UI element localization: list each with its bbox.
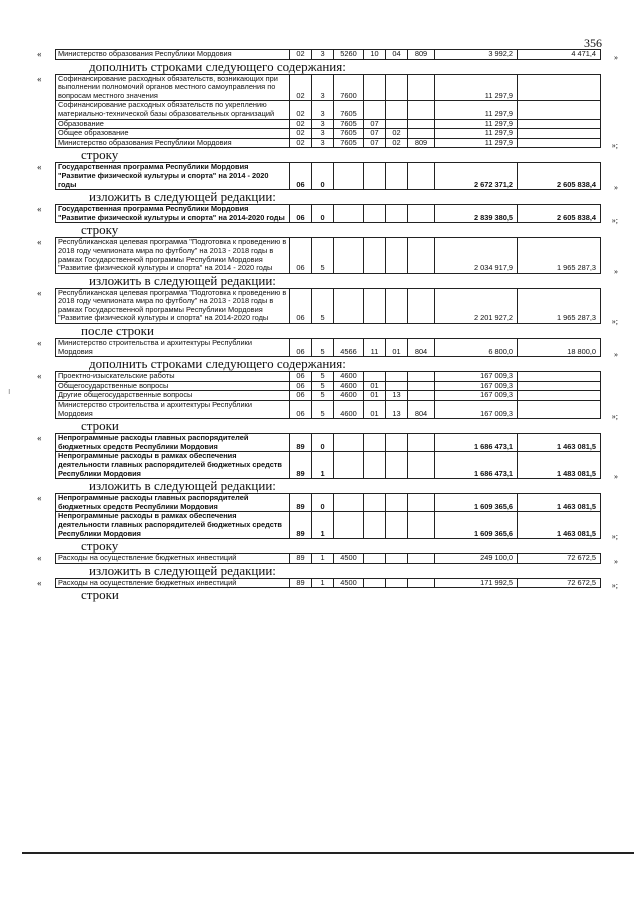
budget-table <box>55 553 601 564</box>
cell-section <box>364 554 386 564</box>
cell-dept <box>408 372 435 382</box>
cell-section: 01 <box>364 391 386 401</box>
cell-subsection: 02 <box>386 138 408 148</box>
cell-amount-2: 2 605 838,4 <box>518 163 601 190</box>
cell-dept <box>408 238 435 273</box>
cell-amount-1: 2 034 917,9 <box>435 238 518 273</box>
cell-code-b: 0 <box>312 205 334 223</box>
cell-code-a: 89 <box>290 434 312 452</box>
table-row <box>56 50 601 60</box>
budget-table <box>55 493 601 539</box>
cell-code-a: 06 <box>290 288 312 323</box>
cell-dept <box>408 554 435 564</box>
row-description: Министерство образования Республики Мордовия <box>56 138 290 148</box>
cell-dept <box>408 163 435 190</box>
cell-code-b: 3 <box>312 101 334 119</box>
cell-section <box>364 578 386 588</box>
cell-amount-1: 3 992,2 <box>435 50 518 60</box>
cell-section <box>364 74 386 101</box>
cell-code-a: 06 <box>290 339 312 357</box>
cell-code-a: 02 <box>290 101 312 119</box>
table-row <box>56 554 601 564</box>
open-quote: « <box>37 433 42 444</box>
cell-amount-2: 1 483 081,5 <box>518 452 601 479</box>
table-block-6 <box>37 287 618 327</box>
cell-code-c <box>334 452 364 479</box>
cell-amount-1: 2 201 927,2 <box>435 288 518 323</box>
row-description: Проектно-изыскательские работы <box>56 372 290 382</box>
cell-subsection <box>386 238 408 273</box>
cell-code-a: 06 <box>290 391 312 401</box>
cell-code-c <box>334 288 364 323</box>
cell-amount-2: 2 605 838,4 <box>518 205 601 223</box>
instruction-text: после строки <box>81 323 154 339</box>
cell-amount-1: 167 009,3 <box>435 372 518 382</box>
cell-dept <box>408 578 435 588</box>
cell-amount-1: 6 800,0 <box>435 339 518 357</box>
cell-section: 01 <box>364 381 386 391</box>
instruction-text: изложить в следующей редакции: <box>89 562 276 578</box>
cell-amount-2 <box>518 119 601 129</box>
row-description: Государственная программа Республики Мордовия "Развитие физической культуры и спорта" на 2014 - 2020 годы <box>56 163 290 190</box>
cell-section <box>364 452 386 479</box>
budget-table <box>55 49 601 60</box>
cell-amount-2: 1 965 287,3 <box>518 288 601 323</box>
cell-code-b: 5 <box>312 391 334 401</box>
cell-code-a: 89 <box>290 578 312 588</box>
cell-code-b: 5 <box>312 381 334 391</box>
cell-dept <box>408 205 435 223</box>
cell-code-a: 06 <box>290 238 312 273</box>
cell-subsection: 01 <box>386 339 408 357</box>
open-quote: « <box>37 204 42 215</box>
budget-table <box>55 162 601 190</box>
row-description: Общее образование <box>56 129 290 139</box>
cell-amount-1: 11 297,9 <box>435 74 518 101</box>
cell-subsection: 13 <box>386 401 408 419</box>
budget-table <box>55 578 601 589</box>
cell-dept <box>408 452 435 479</box>
row-description: Образование <box>56 119 290 129</box>
table-row <box>56 512 601 539</box>
cell-amount-2: 1 463 081,5 <box>518 434 601 452</box>
cell-code-b: 3 <box>312 138 334 148</box>
close-quote: »; <box>611 216 618 226</box>
open-quote: « <box>37 287 42 298</box>
table-row <box>56 578 601 588</box>
table-block-7 <box>37 338 618 360</box>
budget-table <box>55 433 601 479</box>
cell-dept <box>408 119 435 129</box>
cell-amount-2 <box>518 138 601 148</box>
table-row <box>56 74 601 101</box>
open-quote: « <box>37 49 42 59</box>
cell-code-a: 06 <box>290 163 312 190</box>
cell-subsection <box>386 119 408 129</box>
cell-code-a: 02 <box>290 119 312 129</box>
cell-dept <box>408 288 435 323</box>
cell-section <box>364 372 386 382</box>
table-block-1 <box>37 49 618 62</box>
table-row <box>56 494 601 512</box>
table-block-2 <box>37 73 618 151</box>
table-row <box>56 339 601 357</box>
cell-code-c: 4500 <box>334 554 364 564</box>
cell-code-a: 02 <box>290 129 312 139</box>
open-quote: « <box>37 73 42 84</box>
close-quote: » <box>614 183 618 193</box>
cell-amount-2 <box>518 381 601 391</box>
cell-subsection <box>386 452 408 479</box>
cell-amount-1: 2 672 371,2 <box>435 163 518 190</box>
cell-amount-2: 18 800,0 <box>518 339 601 357</box>
table-row <box>56 401 601 419</box>
cell-code-a: 89 <box>290 512 312 539</box>
cell-code-b: 1 <box>312 578 334 588</box>
row-description: Министерство строительства и архитектуры Республики Мордовия <box>56 339 290 357</box>
page-bottom-rule <box>22 852 634 854</box>
table-row <box>56 119 601 129</box>
table-row <box>56 101 601 119</box>
close-quote: »; <box>611 581 618 591</box>
table-row <box>56 129 601 139</box>
close-quote: »; <box>611 141 618 151</box>
table-block-8 <box>37 371 618 422</box>
row-description: Непрограммные расходы главных распорядителей бюджетных средств Республики Мордовия <box>56 434 290 452</box>
table-row <box>56 205 601 223</box>
cell-code-c: 4600 <box>334 372 364 382</box>
row-description: Софинансирование расходных обязательств, возникающих при выполнении полномочий органов местного самоуправления по вопросам местного значения <box>56 74 290 101</box>
cell-amount-2 <box>518 372 601 382</box>
cell-code-c: 4600 <box>334 381 364 391</box>
budget-table <box>55 237 601 273</box>
cell-amount-1: 11 297,9 <box>435 138 518 148</box>
table-row <box>56 434 601 452</box>
close-quote: »; <box>611 412 618 422</box>
cell-code-b: 5 <box>312 238 334 273</box>
cell-code-c <box>334 494 364 512</box>
table-block-11 <box>37 553 618 566</box>
cell-section: 07 <box>364 138 386 148</box>
close-quote: » <box>614 266 618 276</box>
cell-code-c: 5260 <box>334 50 364 60</box>
cell-subsection <box>386 101 408 119</box>
cell-amount-2: 1 463 081,5 <box>518 494 601 512</box>
cell-code-b: 1 <box>312 452 334 479</box>
open-quote: « <box>37 237 42 248</box>
cell-section: 11 <box>364 339 386 357</box>
instruction-text: дополнить строками следующего содержания: <box>89 58 346 74</box>
cell-code-a: 89 <box>290 494 312 512</box>
amendment-document <box>37 49 618 603</box>
cell-code-a: 02 <box>290 138 312 148</box>
cell-code-c <box>334 163 364 190</box>
cell-code-a: 06 <box>290 401 312 419</box>
cell-code-b: 0 <box>312 494 334 512</box>
budget-table <box>55 338 601 357</box>
instruction-text: дополнить строками следующего содержания: <box>89 356 346 372</box>
cell-amount-1: 171 992,5 <box>435 578 518 588</box>
cell-amount-1: 1 609 365,6 <box>435 512 518 539</box>
row-description: Министерство образования Республики Мордовия <box>56 50 290 60</box>
cell-subsection <box>386 578 408 588</box>
row-description: Другие общегосударственные вопросы <box>56 391 290 401</box>
budget-table <box>55 371 601 419</box>
cell-amount-2: 72 672,5 <box>518 578 601 588</box>
table-block-4 <box>37 204 618 226</box>
cell-dept: 804 <box>408 401 435 419</box>
table-row <box>56 372 601 382</box>
cell-dept: 809 <box>408 138 435 148</box>
cell-section: 10 <box>364 50 386 60</box>
cell-section <box>364 494 386 512</box>
cell-subsection: 13 <box>386 391 408 401</box>
cell-amount-2 <box>518 74 601 101</box>
cell-section: 01 <box>364 401 386 419</box>
row-description: Государственная программа Республики Мордовия "Развитие физической культуры и спорта" на 2014-2020 годы <box>56 205 290 223</box>
cell-code-b: 0 <box>312 163 334 190</box>
cell-dept <box>408 129 435 139</box>
row-description: Министерство строительства и архитектуры Республики Мордовия <box>56 401 290 419</box>
cell-code-c: 7600 <box>334 74 364 101</box>
cell-code-c: 4600 <box>334 391 364 401</box>
cell-dept <box>408 381 435 391</box>
budget-table <box>55 288 601 324</box>
open-quote: « <box>37 493 42 504</box>
cell-code-a: 06 <box>290 381 312 391</box>
cell-section <box>364 238 386 273</box>
row-description: Расходы на осуществление бюджетных инвестиций <box>56 578 290 588</box>
page-number: 356 <box>584 36 602 50</box>
open-quote: « <box>37 162 42 173</box>
cell-section <box>364 101 386 119</box>
budget-table <box>55 74 601 149</box>
cell-amount-2: 72 672,5 <box>518 554 601 564</box>
cell-code-c: 4600 <box>334 401 364 419</box>
cell-code-c: 7605 <box>334 129 364 139</box>
cell-subsection <box>386 372 408 382</box>
cell-section <box>364 512 386 539</box>
cell-amount-1: 1 686 473,1 <box>435 434 518 452</box>
close-quote: » <box>614 556 618 566</box>
cell-subsection <box>386 554 408 564</box>
cell-code-b: 5 <box>312 288 334 323</box>
open-quote: « <box>37 338 42 349</box>
instruction-text: строки <box>81 418 119 434</box>
cell-code-c: 7605 <box>334 101 364 119</box>
cell-subsection <box>386 163 408 190</box>
cell-dept <box>408 434 435 452</box>
cell-code-c <box>334 238 364 273</box>
cell-code-a: 89 <box>290 452 312 479</box>
cell-amount-1: 1 686 473,1 <box>435 452 518 479</box>
cell-code-b: 1 <box>312 554 334 564</box>
cell-section <box>364 288 386 323</box>
instruction-text: изложить в следующей редакции: <box>89 478 276 494</box>
cell-code-b: 5 <box>312 372 334 382</box>
cell-amount-1: 167 009,3 <box>435 381 518 391</box>
row-description: Общегосударственные вопросы <box>56 381 290 391</box>
instruction-text: строку <box>81 222 119 238</box>
table-row <box>56 288 601 323</box>
row-description: Расходы на осуществление бюджетных инвестиций <box>56 554 290 564</box>
cell-code-a: 89 <box>290 554 312 564</box>
instruction-text: изложить в следующей редакции: <box>89 189 276 205</box>
cell-subsection: 02 <box>386 129 408 139</box>
table-row <box>56 238 601 273</box>
cell-subsection <box>386 381 408 391</box>
table-row <box>56 452 601 479</box>
cell-amount-1: 2 839 380,5 <box>435 205 518 223</box>
table-block-10 <box>37 493 618 542</box>
cell-subsection <box>386 512 408 539</box>
cell-amount-2: 4 471,4 <box>518 50 601 60</box>
cell-code-c: 4500 <box>334 578 364 588</box>
instruction-text: строку <box>81 538 119 554</box>
instruction-text: строки <box>81 587 119 603</box>
cell-amount-2 <box>518 401 601 419</box>
table-block-12 <box>37 577 618 591</box>
cell-amount-2: 1 463 081,5 <box>518 512 601 539</box>
cell-code-b: 3 <box>312 119 334 129</box>
cell-code-b: 3 <box>312 50 334 60</box>
cell-dept: 804 <box>408 339 435 357</box>
open-quote: « <box>37 371 42 382</box>
cell-subsection <box>386 288 408 323</box>
cell-code-a: 02 <box>290 74 312 101</box>
cell-code-b: 3 <box>312 74 334 101</box>
cell-dept <box>408 494 435 512</box>
cell-section <box>364 163 386 190</box>
cell-amount-1: 249 100,0 <box>435 554 518 564</box>
table-block-3 <box>37 162 618 193</box>
instruction-text: изложить в следующей редакции: <box>89 272 276 288</box>
cell-code-b: 5 <box>312 339 334 357</box>
cell-code-b: 1 <box>312 512 334 539</box>
cell-code-b: 5 <box>312 401 334 419</box>
row-description: Республиканская целевая программа "Подготовка к проведению в 2018 году чемпионата мира по футболу" на 2013 - 2018 годы в рамках Государственной программы Республики Мордовия "Развитие физической культуры и спорта" на 2014-2020 годы <box>56 288 290 323</box>
budget-table <box>55 204 601 223</box>
close-quote: » <box>614 472 618 482</box>
close-quote: » <box>614 52 618 62</box>
row-description: Непрограммные расходы в рамках обеспечения деятельности главных распорядителей бюджетных средств Республики Мордовия <box>56 512 290 539</box>
scan-speck: ı <box>8 386 11 396</box>
open-quote: « <box>37 553 42 564</box>
cell-code-c <box>334 205 364 223</box>
cell-code-b: 3 <box>312 129 334 139</box>
instruction-text: строку <box>81 147 119 163</box>
cell-dept <box>408 512 435 539</box>
cell-code-b: 0 <box>312 434 334 452</box>
cell-dept: 809 <box>408 50 435 60</box>
cell-amount-1: 1 609 365,6 <box>435 494 518 512</box>
cell-dept <box>408 74 435 101</box>
table-row <box>56 381 601 391</box>
cell-code-c: 7605 <box>334 138 364 148</box>
table-row <box>56 163 601 190</box>
cell-subsection <box>386 494 408 512</box>
cell-code-c <box>334 434 364 452</box>
cell-subsection <box>386 74 408 101</box>
cell-section: 07 <box>364 129 386 139</box>
cell-amount-1: 11 297,9 <box>435 101 518 119</box>
cell-section: 07 <box>364 119 386 129</box>
cell-amount-1: 167 009,3 <box>435 401 518 419</box>
cell-amount-1: 167 009,3 <box>435 391 518 401</box>
table-block-5 <box>37 237 618 276</box>
close-quote: » <box>614 350 618 360</box>
cell-code-a: 06 <box>290 205 312 223</box>
cell-subsection: 04 <box>386 50 408 60</box>
cell-section <box>364 434 386 452</box>
cell-amount-2 <box>518 129 601 139</box>
cell-section <box>364 205 386 223</box>
cell-code-c: 7605 <box>334 119 364 129</box>
cell-dept <box>408 391 435 401</box>
open-quote: « <box>37 577 42 588</box>
row-description: Непрограммные расходы главных распорядителей бюджетных средств Республики Мордовия <box>56 494 290 512</box>
cell-amount-2 <box>518 391 601 401</box>
cell-code-c <box>334 512 364 539</box>
cell-subsection <box>386 434 408 452</box>
table-row <box>56 391 601 401</box>
cell-amount-2: 1 965 287,3 <box>518 238 601 273</box>
table-row <box>56 138 601 148</box>
row-description: Непрограммные расходы в рамках обеспечения деятельности главных распорядителей бюджетных средств Республики Мордовия <box>56 452 290 479</box>
row-description: Софинансирование расходных обязательств по укреплению материально-технической базы образовательных организаций <box>56 101 290 119</box>
row-description: Республиканская целевая программа "Подготовка к проведению в 2018 году чемпионата мира по футболу" на 2013 - 2018 годы в рамках Государственной программы Республики Мордовия "Развитие физической культуры и спорта" на 2014 - 2020 годы <box>56 238 290 273</box>
cell-subsection <box>386 205 408 223</box>
cell-amount-1: 11 297,9 <box>435 119 518 129</box>
table-block-9 <box>37 433 618 482</box>
cell-amount-1: 11 297,9 <box>435 129 518 139</box>
cell-code-c: 4566 <box>334 339 364 357</box>
cell-code-a: 02 <box>290 50 312 60</box>
close-quote: »; <box>611 317 618 327</box>
cell-code-a: 06 <box>290 372 312 382</box>
close-quote: »; <box>611 532 618 542</box>
cell-dept <box>408 101 435 119</box>
cell-amount-2 <box>518 101 601 119</box>
